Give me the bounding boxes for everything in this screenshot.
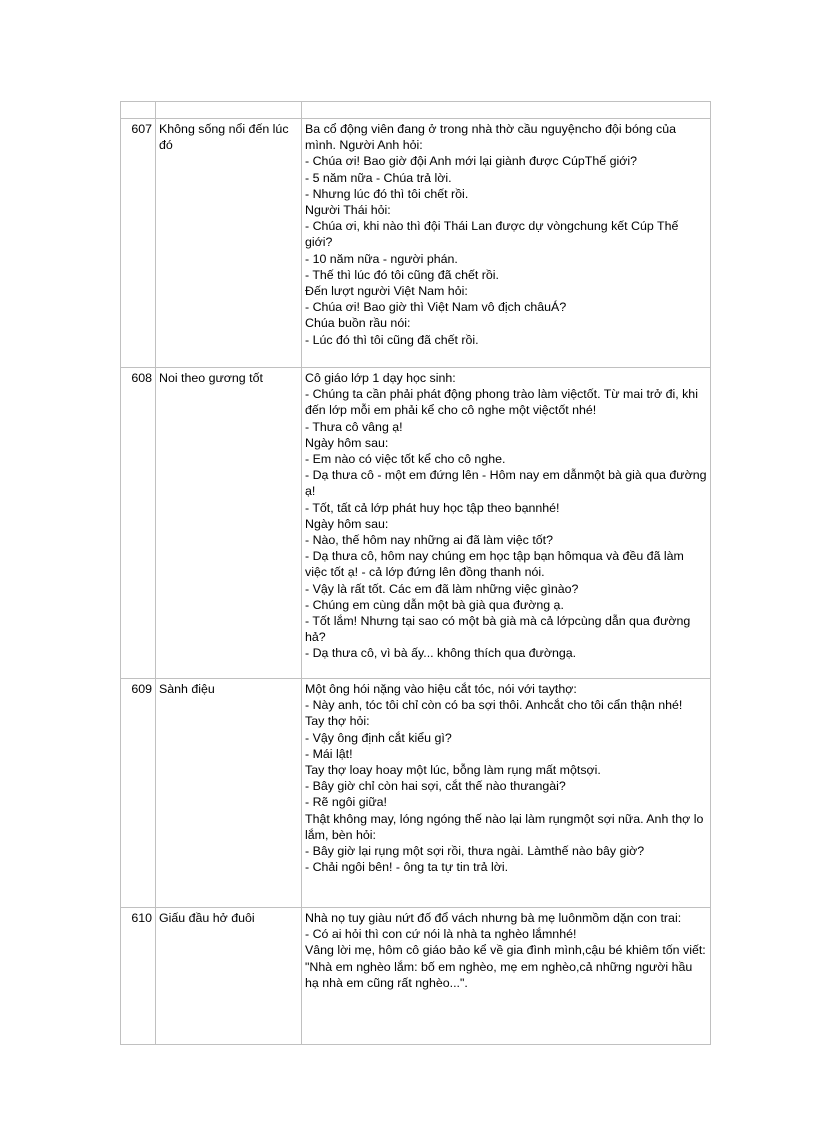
joke-row — [121, 368, 711, 679]
joke-line: Ngày hôm sau: — [305, 516, 389, 531]
joke-row — [121, 908, 711, 1045]
joke-line: Ba cổ động viên đang ở trong nhà thờ cầu nguyệncho đội bóng của mình. Người Anh hỏi: — [305, 122, 677, 153]
joke-body — [302, 368, 711, 679]
joke-line: - Bây giờ chỉ còn hai sợi, cắt thế nào thưangài? — [305, 779, 566, 794]
joke-line: - Nào, thế hôm nay những ai đã làm việc tốt? — [305, 533, 553, 548]
joke-body — [302, 119, 711, 368]
empty-cell — [121, 102, 156, 119]
joke-line: - Chúng em cùng dẫn một bà già qua đường ạ. — [305, 597, 564, 612]
joke-line: - Vậy là rất tốt. Các em đã làm những việc gìnào? — [305, 581, 579, 596]
joke-title: Không sống nổi đến lúc đó — [156, 119, 302, 368]
joke-line: - Dạ thưa cô - một em đứng lên - Hôm nay em dẫnmột bà già qua đường ạ! — [305, 468, 707, 499]
joke-line: Một ông hói nặng vào hiệu cắt tóc, nói với taythợ: — [305, 682, 577, 696]
joke-line: - Chúa ơi! Bao giờ đội Anh mới lại giành được CúpThế giới? — [305, 154, 638, 169]
joke-line: - Dạ thưa cô, hôm nay chúng em học tập bạn hômqua và đều đã làm việc tốt ạ! - cả lớp đứng lên đồng thanh nói. — [305, 549, 684, 580]
joke-line: Thật không may, lóng ngóng thế nào lại làm rụngmột sợi nữa. Anh thợ lo lắm, bèn hỏi: — [305, 811, 704, 842]
empty-cell — [156, 102, 302, 119]
joke-line: - Thưa cô vâng ạ! — [305, 419, 403, 434]
jokes-table — [120, 101, 711, 1045]
joke-line: - Chúa ơi, khi nào thì đội Thái Lan được dự vòngchung kết Cúp Thế giới? — [305, 219, 679, 250]
joke-title: Noi theo gương tốt — [156, 368, 302, 679]
joke-title: Giấu đầu hở đuôi — [156, 908, 302, 1045]
joke-line: - Tốt, tất cả lớp phát huy học tập theo bạnnhé! — [305, 500, 560, 515]
joke-body — [302, 908, 711, 1045]
joke-row — [121, 679, 711, 908]
joke-title: Sành điệu — [156, 679, 302, 908]
joke-line: - Mái lật! — [305, 746, 353, 761]
joke-number: 608 — [121, 368, 156, 679]
joke-line: Tay thợ hỏi: — [305, 714, 370, 729]
joke-line: - Có ai hỏi thì con cứ nói là nhà ta nghèo lắmnhé! — [305, 927, 577, 942]
joke-line: - 5 năm nữa - Chúa trả lời. — [305, 170, 452, 185]
empty-header-row — [121, 102, 711, 119]
joke-line: Nhà nọ tuy giàu nứt đố đổ vách nhưng bà mẹ luônmồm dặn con trai: — [305, 911, 682, 925]
empty-cell — [302, 102, 711, 119]
joke-line: Người Thái hỏi: — [305, 203, 391, 218]
joke-line: - Bây giờ lại rụng một sợi rồi, thưa ngài. Làmthế nào bây giờ? — [305, 844, 645, 859]
joke-line: "Nhà em nghèo lắm: bố em nghèo, mẹ em nghèo,cả những người hầu hạ nhà em cũng rất nghèo...". — [305, 959, 693, 990]
joke-line: - Chúng ta cần phải phát động phong trào làm việctốt. Từ mai trở đi, khi đến lớp mỗi em phải kể cho cô nghe một việctốt nhé! — [305, 387, 698, 418]
joke-line: Tay thợ loay hoay một lúc, bỗng làm rụng mất mộtsợi. — [305, 763, 601, 778]
joke-line: - Rẽ ngôi giữa! — [305, 795, 387, 810]
joke-line: - Này anh, tóc tôi chỉ còn có ba sợi thôi. Anhcắt cho tôi cẩn thận nhé! — [305, 698, 683, 713]
joke-line: Chúa buồn rầu nói: — [305, 316, 411, 331]
joke-line: Ngày hôm sau: — [305, 435, 389, 450]
joke-body — [302, 679, 711, 908]
joke-line: - Dạ thưa cô, vì bà ấy... không thích qua đườngạ. — [305, 646, 577, 661]
joke-line: - Nhưng lúc đó thì tôi chết rồi. — [305, 186, 469, 201]
joke-line: Cô giáo lớp 1 dạy học sinh: — [305, 371, 456, 385]
joke-line: - Chải ngôi bên! - ông ta tự tin trả lời. — [305, 860, 509, 875]
joke-row — [121, 119, 711, 368]
joke-line: - Em nào có việc tốt kể cho cô nghe. — [305, 452, 506, 467]
joke-line: - 10 năm nữa - người phán. — [305, 251, 458, 266]
joke-number: 610 — [121, 908, 156, 1045]
joke-line: - Thế thì lúc đó tôi cũng đã chết rồi. — [305, 267, 500, 282]
joke-line: - Tốt lắm! Nhưng tại sao có một bà già mà cả lớpcùng dẫn qua đường hả? — [305, 614, 691, 645]
joke-line: Đến lượt người Việt Nam hỏi: — [305, 284, 468, 299]
joke-number: 609 — [121, 679, 156, 908]
joke-line: - Vậy ông định cắt kiểu gì? — [305, 730, 452, 745]
joke-line: - Lúc đó thì tôi cũng đã chết rồi. — [305, 332, 479, 347]
joke-number: 607 — [121, 119, 156, 368]
joke-line: - Chúa ơi! Bao giờ thì Việt Nam vô địch châuÁ? — [305, 300, 567, 315]
joke-line: Vâng lời mẹ, hôm cô giáo bảo kể về gia đình mình,cậu bé khiêm tốn viết: — [305, 943, 706, 958]
